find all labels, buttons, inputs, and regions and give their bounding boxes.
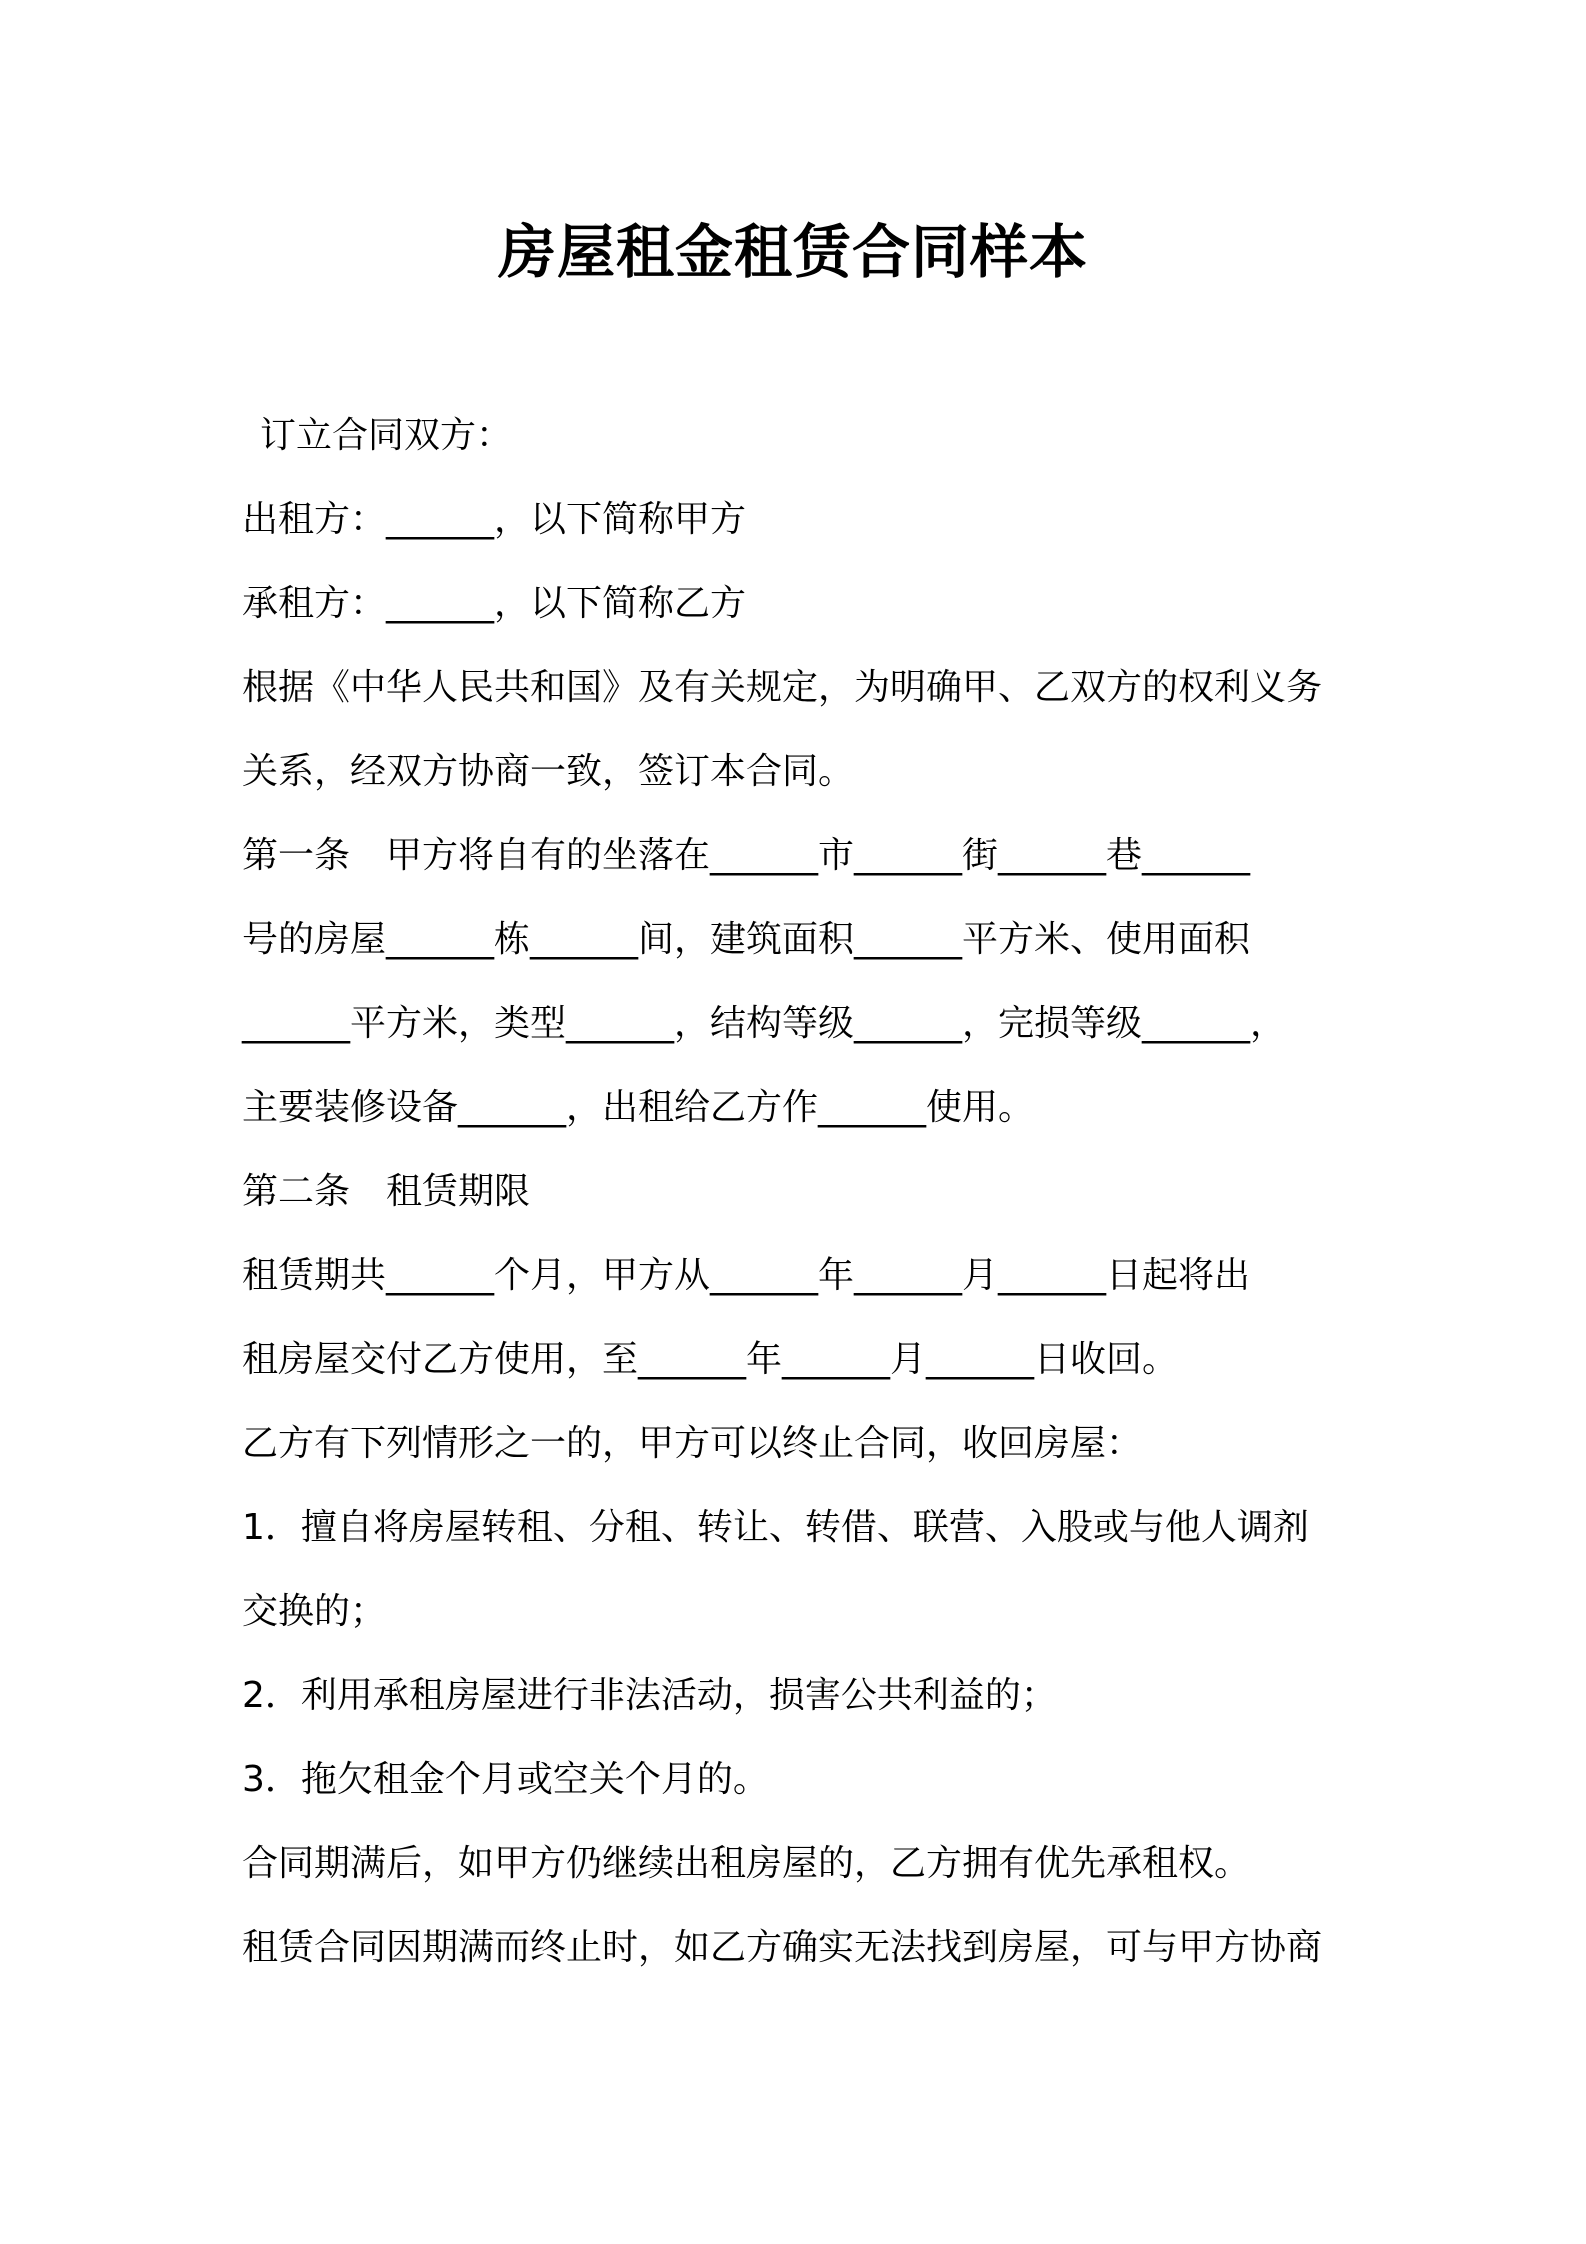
priority-lease-clause: 合同期满后，如甲方仍继续出租房屋的，乙方拥有优先承租权。 xyxy=(242,1843,1251,1884)
lessor-line: 出租方：______，以下简称甲方 xyxy=(242,499,747,540)
lease-term-line-1: 租赁期共______个月，甲方从______年______月______日起将出 xyxy=(242,1255,1251,1296)
termination-item-2: 2．利用承租房屋进行非法活动，损害公共利益的； xyxy=(242,1675,1057,1716)
article-1-line-4: 主要装修设备______，出租给乙方作______使用。 xyxy=(242,1087,1035,1128)
termination-item-3: 3．拖欠租金个月或空关个月的。 xyxy=(242,1759,769,1800)
article-1-line-3: ______平方米，类型______，结构等级______，完损等级______， xyxy=(242,1003,1287,1044)
termination-intro: 乙方有下列情形之一的，甲方可以终止合同，收回房屋： xyxy=(242,1423,1143,1464)
termination-item-1-line-2: 交换的； xyxy=(242,1591,387,1632)
parties-heading: 订立合同双方： xyxy=(260,415,513,456)
termination-item-1-line-1: 1．擅自将房屋转租、分租、转让、转借、联营、入股或与他人调剂 xyxy=(242,1507,1309,1548)
preamble-line-2: 关系，经双方协商一致，签订本合同。 xyxy=(242,751,855,792)
lessee-line: 承租方：______，以下简称乙方 xyxy=(242,583,747,624)
expiry-clause-line-1: 租赁合同因期满而终止时，如乙方确实无法找到房屋，可与甲方协商 xyxy=(242,1927,1323,1968)
article-1-line-2: 号的房屋______栋______间，建筑面积______平方米、使用面积 xyxy=(242,919,1251,960)
document-title: 房屋租金租赁合同样本 xyxy=(497,218,1088,286)
article-1-line-1: 第一条 甲方将自有的坐落在______市______街______巷______ xyxy=(242,835,1251,876)
preamble-line-1: 根据《中华人民共和国》及有关规定，为明确甲、乙双方的权利义务 xyxy=(242,667,1323,708)
article-2-heading: 第二条 租赁期限 xyxy=(242,1171,531,1212)
document-body xyxy=(242,408,1382,2004)
lease-term-line-2: 租房屋交付乙方使用，至______年______月______日收回。 xyxy=(242,1339,1179,1380)
